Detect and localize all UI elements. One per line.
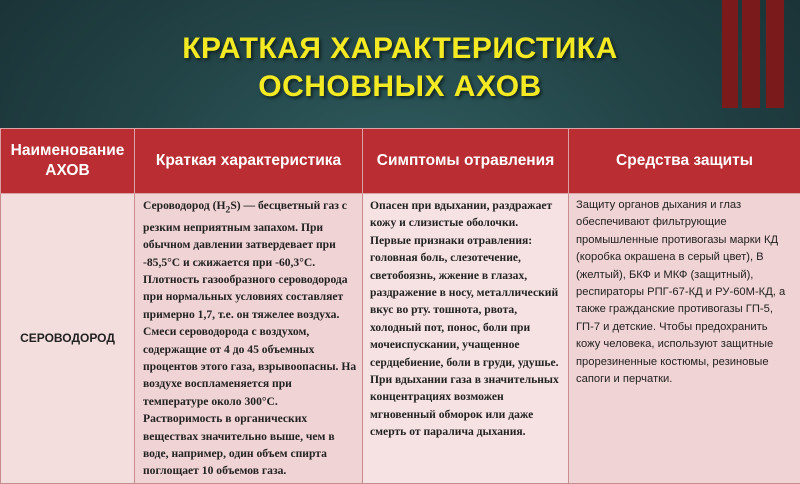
header-symptoms: Симптомы отравления	[363, 129, 569, 194]
cell-description	[135, 194, 363, 484]
cell-symptoms: Опасен при вдыхании, раздражает кожу и слизистые оболочки. Первые признаки отравления: головная боль, слезотечение, светобоязнь, жжение в глазах, раздражение в носу, металлический вкус во рту. тошнота, рвота, холодный пот, понос, боли при мочеиспускании, учащенное сердцебиение, боли в груди, удушье. При вдыхании газа в значительных концентрациях возможен мгновенный обморок или даже смерть от паралича дыхания.	[363, 194, 569, 484]
cell-protection: Защиту органов дыхания и глаз обеспечивают фильтрующие промышленные противогазы марки КД (коробка окрашена в серый цвет), В (желтый), БКФ и МКФ (защитный), респираторы РПГ-67-КД и РУ-60М-КД, а также гражданские противогазы ГП-5, ГП-7 и детские. Чтобы предохранить кожу человека, используют защитные прорезиненные костюмы, резиновые сапоги и перчатки.	[569, 194, 800, 484]
description-text-pre: Сероводород (H	[143, 199, 225, 212]
header-name: Наименование АХОВ	[1, 129, 135, 194]
header-protection: Средства защиты	[569, 129, 800, 194]
slide-title-line1: КРАТКАЯ ХАРАКТЕРИСТИКА	[0, 30, 800, 68]
description-subscript: 2	[225, 204, 230, 215]
table-header-row	[1, 129, 800, 194]
description-text-post: S) — бесцветный газ с резким неприятным запахом. При обычном давлении затвердевает при -85,5°С и сжижается при -60,3°С. Плотность газообразного сероводорода при нормальных условиях составляет примерно 1,7, т.е. он тяжелее воздуха. Смеси сероводорода с воздухом, содержащие от 4 до 45 объемных процентов этого газа, взрывоопасны. На воздухе воспламеняется при температуре около 300°С. Растворимость в органических веществах значительно выше, чем в воде, например, один объем спирта поглощает 10 объемов газа.	[143, 199, 356, 477]
cell-substance-name: СЕРОВОДОРОД	[1, 194, 135, 484]
table-row	[1, 194, 800, 484]
ahov-table	[0, 128, 800, 484]
slide-title-line2: ОСНОВНЫХ АХОВ	[0, 68, 800, 106]
header-description: Краткая характеристика	[135, 129, 363, 194]
slide-title	[0, 30, 800, 106]
